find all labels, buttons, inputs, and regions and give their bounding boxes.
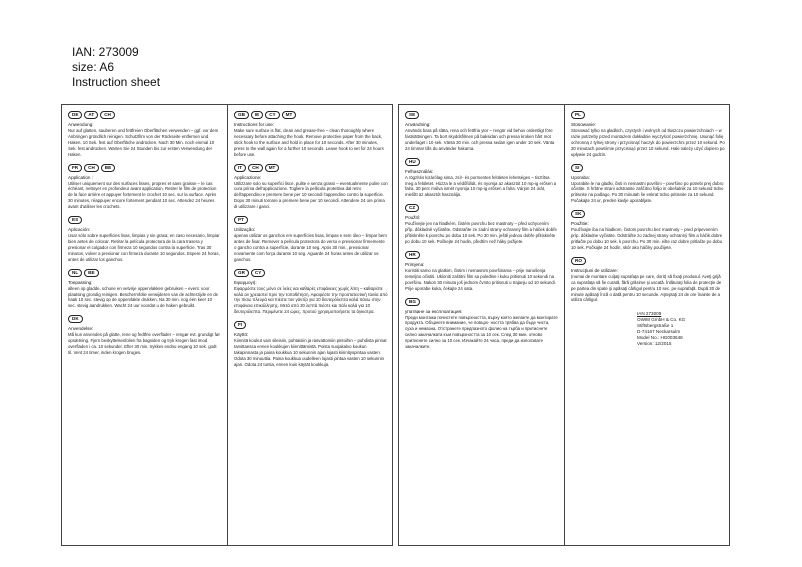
country-badges [405,158,558,166]
language-section [234,321,388,368]
country-code-badge: GB [234,111,249,119]
country-code-badge: SE [405,111,419,119]
section-title: Stosowanie: [571,122,597,127]
section-title: Toepassing: [68,279,93,285]
language-section [405,251,558,292]
country-code-badge: BE [101,164,115,172]
section-title: Application : [68,174,94,180]
country-badges [405,111,558,119]
left-column-2 [228,105,394,545]
section-title: Käyttö: [234,332,249,338]
section-title: Felhasználás: [405,168,434,174]
section-body: Používejte jen na hladkém, čistém povrchu bez mastnoty – před uchycením příp. důkladně vyčistěte. Odstraňte ze zadní strany ochranný film a háček dobře přitiskněte k povrchu po dobu 10 sek. Po 30 min. ještě jednou dobře přitiskněte po dobu 10 sek. Počkejte 24 hodin, předtím než háky požijete. [405,221,559,244]
country-code-badge: FR [68,164,82,172]
section-body: Kiinnitä koukut vain sileisiin, puhtaisiin ja rasvattomiin pintoihin – puhdista pinnat tarvittaessa ennen koukkujen kiinnittämistä. Poista suojakalvo koukun takapinnasta ja paina koukkua 10 sekunnin ajan lujasti kiinnityspintaa vasten. Odota 30 minuuttia. Paina koukkua uudelleen lujasti pintaa vasten 10 sekunnin ajan. Odota 24 tuntia, ennen kuin käytät koukkuja. [234,338,388,367]
section-title: Použití: [405,215,421,221]
section-title: Applicazione: [234,174,262,180]
section-body: apenas utilizar os ganchos em superfícies lisas, limpas e sem óleo – limpar bem antes de fixar. Remover a película protectora do verso e pressionar firmemente o gancho contra a superfície, durante 10 seg. Após 30 min., pressionar novamente com força durante 10 seg. Aguarde 24 horas antes de utilizar os ganchos. [234,233,389,262]
country-code-badge: CZ [405,204,419,212]
section-body: Εφαρμόστε τους μόνο σε λείες και καθαρές επιφάνειες χωρίς λίπη – καθαρίστε καλά αν χρειαστεί πριν την τοποθέτηση. Αφαιρέστε την προστατευτική ταινία από την πίσω πλευρά και πιέστε τον γάντζο για 10 δευτερόλεπτα καλά πάνω στην επιφάνεια επικόλλησης. Μετά από 30 λεπτά πιέστε και πάλι καλά για 10 δευτερόλεπτα. Περιμένετε 24 ώρες, προτού χρησιμοποιήσετε τα άγκιστρα. [234,285,389,315]
country-badges [68,216,221,224]
section-body: Må kun anvendes på glatte, rene og fedtfrie overflader – rengør evt. grundigt før opsætning. Fjern beskyttelsesfolien fra bagsiden og tryk krogen fast imod overfladen i ca. 10 sekunder. Efter 30 min. trykkes endnu engang 10 sek. godt til. Vent 24 timer, inden krogen bruges. [68,332,222,355]
country-code-badge: FI [234,321,246,329]
language-section [68,164,221,211]
language-section [405,111,558,152]
country-code-badge: IE [251,111,263,119]
section-body: Преди монтажа почистете повърхността, върху която желаете да монтирате продукта. Обърнете внимание, че повърх- ността трябва да бъде чиста, суха и немазна. Отстранете предпазното фолио на гърба и притиснете силно закачалката към повърхността за 10 сек. След 30 мин. отново притиснете силно за 10 сек. Изчакайте 24 часа, преди да използвате закачалките. [405,314,559,350]
country-code-badge: DE [68,111,82,119]
section-title: Aplicación: [68,227,91,233]
section-title: Utilização: [234,227,256,233]
section-body: Usar sólo sobre superficies lisas, limpias y sin grasa; en caso necesario, limpiar bien antes de colocar. Retirar la película protectora de la cara trasera y presionar el colgador con firmeza 10 segundos contra la superficie. Tras 30 minutos, volver a presionar con firmeza durante 10 segundos. Espere 24 horas, antes de utilizar los ganchos. [68,233,221,262]
country-badges [234,216,388,224]
section-body: Používajte iba na hladkom, čistom povrchu bez mastnoty – pred pripevnením príp. dôkladne vyčistite. Odstráňte zo zadnej strany ochranný film a háčik dobre pritlačte po dobu 10 sek. k povrchu. Po 30 min. ešte raz dobre pritlačte po dobu 10 sek. Počkajte 24 hodín, skôr ako háčiky použijete. [571,227,724,250]
language-section [571,210,725,251]
country-code-badge: PT [234,216,248,224]
instruction-sheet-left [61,104,393,546]
section-title: Instructions for use: [234,122,275,127]
country-code-badge: AT [84,111,98,119]
language-section [234,216,388,263]
country-badges [68,269,221,277]
address-line: OWIM GmbH & Co. KG [637,317,686,323]
right-column-2 [565,105,731,545]
country-code-badge: SK [571,210,585,218]
size-label: size: A6 [72,60,115,74]
section-title: упатване за експлоатация: [405,308,463,314]
section-title: Použitie: [571,221,589,227]
section-title: Εφαρμογή: [234,279,257,285]
manufacturer-address [571,311,725,347]
country-code-badge: BG [405,298,420,306]
section-body: Stosować tylko na gładkich, czystych i wolnych od tłuszczu powierzchniach – w razie potrzeby przed montażem dokładnie wyczyścić powierzchnię. Usunąć folię ochronną z tylnej strony i przycisnąć haczyk do powierzchni przez 10 sekund. Po 30 minutach powtórnie przycisnąć przez 10 sekund. Haki należy użyć dopiero po upływie 24 godzin. [571,128,727,157]
country-badges [571,210,725,218]
address-line: Model No.: HG003648 [637,335,683,341]
country-badges [234,321,388,329]
language-section [571,257,725,304]
country-badges [405,204,558,212]
language-section [571,164,725,205]
country-badges [571,164,725,172]
instruction-sheet-right [398,104,730,546]
section-body: A rögzítés kizárólag sima, zsír- és pormentes felületen lehetséges – tisztítsa meg a felületet. Húzza le a védőfóliát, és nyomja az akasztót 10 mp-ig erősen a falra. 30 perc múlva ismét nyomja 10 mp-ig erősen a falra. Várjon 24 órát, mielőtt az akasztót használja. [405,174,558,198]
language-section [405,158,558,199]
language-section [234,164,388,211]
section-title: Anwendung: [68,122,94,127]
section-body: Används bara på släta, rena och fettfria ytor – rengör vid behov ordentligt före fastsättningen. Ta bort skyddsfilmen på baksidan och pressa kroken hårt mot underlaget i 10 sek. Vänta 30 min. och pressa sedan igen under 10 sek. Vänta 24 timmar tills du använder hakarna. [405,128,556,151]
language-section [405,204,558,245]
language-section [571,111,725,158]
country-code-badge: MT [265,164,280,172]
header [72,45,292,90]
right-column-1 [399,105,565,545]
section-body: Utiliser uniquement sur des surfaces lisses, propres et sans graisse – le cas échéant, nettoyer en profondeur avant application. Retirer le film de protection de la face arrière et appuyer fortement le crochet 10 sec. sur la surface. Après 30 minutes, réappuyer encore fortement pendant 10 sec. Attendez 24 heures avant d'utiliser les crochets. [68,180,218,210]
section-body: Nur auf glatten, sauberen und fettfreien Oberflächen verwenden – ggf. vor dem Anbringen gründlich reinigen. Schutzfilm von der Rückseite entfernen und Haken. 10 Sek. fest auf Oberfläche andrücken. Nach 30 Min. noch einmal 10 Sek. fest andrücken. Warten Sie 24 Stunden bis zur ersten Verwendung der Haken. [68,128,220,157]
section-title: Uporaba: [571,174,590,180]
country-code-badge: CY [251,269,265,277]
section-title: Anvendelse: [68,326,94,332]
country-code-badge: BE [84,269,98,277]
address-line: IAN 273009 [637,311,662,317]
country-badges [68,315,221,323]
country-badges [234,269,388,277]
country-code-badge: GR [234,269,249,277]
address-line: Version: 12/2015 [637,341,672,347]
language-section [68,315,221,356]
section-body: Make sure surface is flat, clean and grease-free – clean thoroughly where necessary before attaching the hook. Remove protective paper from the back, stick hook to the surface and hold in place for 10 seconds. After 30 minutes, press to the wall again for a further 10 seconds. Leave hook to set for 24 hours before use. [234,128,385,157]
language-section [234,269,388,316]
address-line: D-74167 Neckarsulm [637,329,681,335]
language-section [68,216,221,263]
language-section [405,298,558,350]
ian-label: IAN: 273009 [72,45,139,59]
country-code-badge: HR [405,251,420,259]
country-badges [571,257,725,265]
country-code-badge: IT [234,164,246,172]
country-badges [571,111,725,119]
language-section [68,269,221,310]
language-section [234,111,388,158]
country-code-badge: CY [265,111,279,119]
country-badges [405,298,558,306]
country-badges [234,164,388,172]
language-section [68,111,221,158]
country-code-badge: MT [282,111,297,119]
section-body: alleen op gladde, schone en vetvrije oppervlakken gebruiken – event. voor plaatsing grondig reinigen. Beschermfolie verwijderen van de achterzijde en de haak 10 sec. stevig op de oppervlakte drukken. Na 30 min. nog één keer 10 sec. stevig aandrukken. Wacht 24 uur voordat u de haken gebruikt. [68,285,220,309]
country-code-badge: ES [68,216,82,224]
country-badges [405,251,558,259]
section-title: Instrucţiuni de utilizare: [571,267,618,273]
country-code-badge: CH [100,111,115,119]
country-code-badge: CH [248,164,263,172]
section-body: Uporabite le na gladki, čisti in nemastni površini – površino po potrebi prej dobro očistite. S hrbtne strani odstranite zaščitno folijo in obešalnik za 10 sekund trdno pritisnite na podlago. Po 30 minutah še enkrat trdno pritisnite za 10 sekund. Počakajte 24 ur, preden kavlje uporabljate. [571,180,725,204]
section-body: Koristiti samo na glatkim, čistim i nemasnim površinama – prije nanošenja temeljno očistiti. Ukloniti zaštitni film sa poleđine i kuku pritisnuti 10 sekundi na površinu. Nakon 30 minuta još jednom čvrsto pritisnuti u trajanju od 10 sekundi. Prije uporabe kuka, čekajte 24 sata. [405,267,558,291]
country-code-badge: HU [405,158,420,166]
country-badges [68,164,221,172]
section-title: Primjena: [405,261,425,267]
country-badges [234,111,388,119]
address-line: Stiftsbergstraße 1 [637,323,674,329]
section-body: (numai de montare cuiţaţi suprafaţa pe care, dorit) să fixaţi produsul. Aveţi grijă ca suprafaţa să fie curată, fără grăsime şi uscată. Înlăturaţi folia de protecţie de pe partea din spate şi apăsaţi cârligul pentru 10 sec. pe suprafaţă. După 30 de minute apăsaţi încă o dată pentru 10 secunde. Aşteptaţi 24 de ore înainte de a utiliza cârligul. [571,273,723,303]
country-code-badge: CH [84,164,99,172]
section-title: Användning: [405,122,431,127]
country-code-badge: SI [571,164,583,172]
left-column-1 [62,105,228,545]
country-badges [68,111,221,119]
country-code-badge: DK [68,315,83,323]
country-code-badge: PL [571,111,585,119]
country-code-badge: NL [68,269,82,277]
doc-type-label: Instruction sheet [72,75,161,89]
section-body: Utilizzare solo su superfici lisce, pulite e senza grassi – eventualmente pulire con cura prima dell'applicazione. Togliere la pellicola protettiva dal retro dell'appendino e premere bene per 10 secondi l'appendino contro la superficie. Dopo 30 minuti tornare a premere bene per 10 secondi. Attendere 24 ore prima di utilizzare i ganci. [234,180,390,210]
country-code-badge: RO [571,257,586,265]
